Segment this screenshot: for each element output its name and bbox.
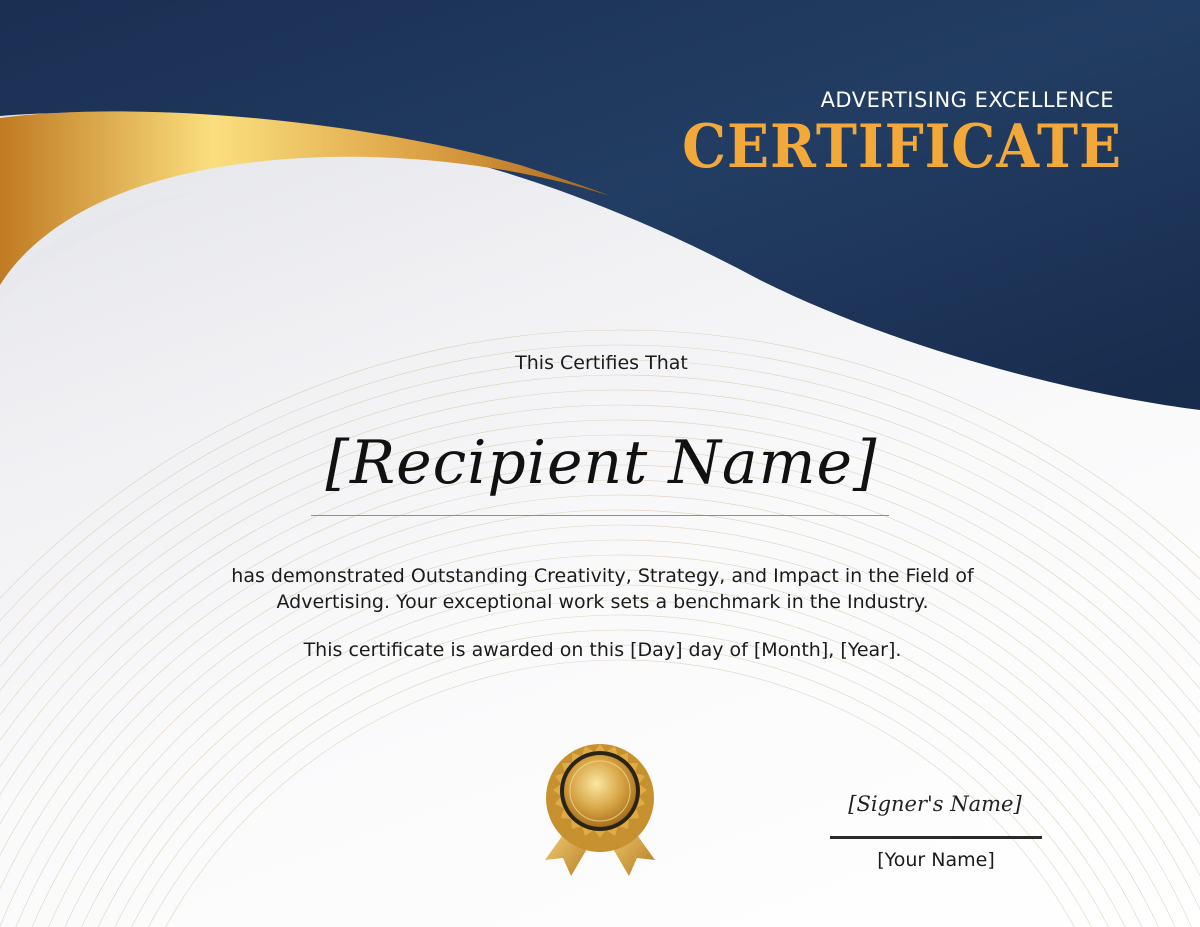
navy-wave-shape (0, 0, 1200, 410)
signature-line (830, 836, 1042, 839)
gold-award-seal-icon (535, 740, 665, 880)
certificate-subtitle: ADVERTISING EXCELLENCE (820, 88, 1114, 112)
achievement-description: has demonstrated Outstanding Creativity, Strategy, and Impact in the Field of Advertising. Your exceptional work sets a benchmark in the Industry. (231, 565, 974, 613)
recipient-name: [Recipient Name] (325, 428, 878, 498)
recipient-underline (311, 515, 889, 516)
signer-name: [Your Name] (877, 849, 995, 871)
signer-signature: [Signer's Name] (848, 792, 1022, 816)
certificate-title: CERTIFICATE (682, 112, 1122, 182)
certifies-text: This Certifies That (515, 352, 688, 374)
award-date-text: This certificate is awarded on this [Day] day of [Month], [Year]. (303, 639, 902, 661)
